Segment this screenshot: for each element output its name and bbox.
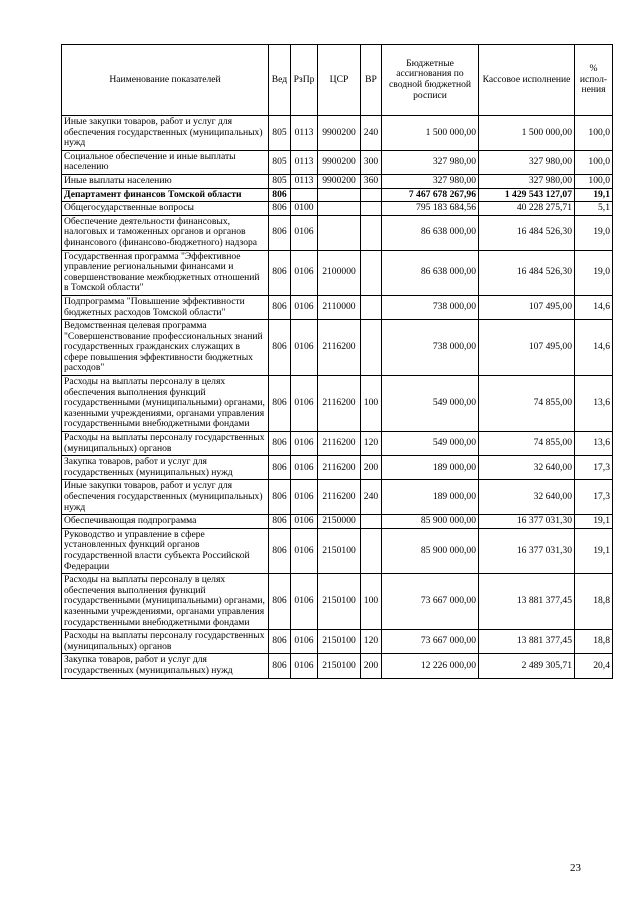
cell-name: Социальное обеспечение и иные выплаты населению: [62, 150, 269, 174]
cell-ved: 806: [269, 250, 291, 295]
cell-name: Расходы на выплаты персоналу в целях обеспечения выполнения функций государственными (муниципальными) органами, казенными учреждениями, органами управления государственными внебюджетными фондами: [62, 574, 269, 630]
cell-rzpr: 0100: [291, 202, 318, 216]
budget-execution-table: [61, 44, 613, 679]
cell-csr: 2150000: [318, 515, 361, 529]
cell-rzpr: 0106: [291, 215, 318, 250]
cell-rzpr: 0113: [291, 116, 318, 151]
header-rzpr: РзПр: [291, 45, 318, 116]
cell-cash-execution: 1 500 000,00: [479, 116, 575, 151]
cell-cash-execution: 107 495,00: [479, 295, 575, 319]
cell-assignments: 549 000,00: [382, 432, 479, 456]
cell-cash-execution: 327 980,00: [479, 150, 575, 174]
cell-percent: 100,0: [575, 174, 613, 188]
cell-percent: 18,8: [575, 574, 613, 630]
page-number: 23: [570, 862, 581, 874]
cell-ved: 806: [269, 574, 291, 630]
table-row: [62, 630, 613, 654]
cell-percent: 100,0: [575, 116, 613, 151]
table-header-row: [62, 45, 613, 116]
cell-name: Закупка товаров, работ и услуг для государственных (муниципальных) нужд: [62, 654, 269, 678]
cell-cash-execution: 13 881 377,45: [479, 574, 575, 630]
cell-rzpr: 0113: [291, 174, 318, 188]
cell-csr: 2116200: [318, 456, 361, 480]
cell-csr: 2116200: [318, 480, 361, 515]
cell-cash-execution: 1 429 543 127,07: [479, 188, 575, 202]
cell-assignments: 73 667 000,00: [382, 630, 479, 654]
cell-name: Иные закупки товаров, работ и услуг для обеспечения государственных (муниципальных) нужд: [62, 480, 269, 515]
cell-vr: [361, 250, 382, 295]
cell-assignments: 85 900 000,00: [382, 515, 479, 529]
cell-csr: 9900200: [318, 116, 361, 151]
cell-rzpr: 0106: [291, 528, 318, 573]
cell-ved: 805: [269, 174, 291, 188]
header-cash-execution: Кассовое исполнение: [479, 45, 575, 116]
cell-assignments: 189 000,00: [382, 480, 479, 515]
cell-csr: 2116200: [318, 376, 361, 432]
cell-name: Иные закупки товаров, работ и услуг для обеспечения государственных (муниципальных) нужд: [62, 116, 269, 151]
cell-percent: 13,6: [575, 376, 613, 432]
table-row: [62, 116, 613, 151]
cell-vr: 100: [361, 574, 382, 630]
cell-name: Обеспечивающая подпрограмма: [62, 515, 269, 529]
cell-name: Закупка товаров, работ и услуг для государственных (муниципальных) нужд: [62, 456, 269, 480]
cell-name: Ведомственная целевая программа "Совершенствование профессиональных знаний государственных гражданских служащих в сфере повышения эффективности бюджетных расходов": [62, 320, 269, 376]
table-row: [62, 174, 613, 188]
cell-cash-execution: 74 855,00: [479, 376, 575, 432]
cell-rzpr: 0106: [291, 654, 318, 678]
cell-assignments: 549 000,00: [382, 376, 479, 432]
cell-assignments: 738 000,00: [382, 320, 479, 376]
cell-ved: 806: [269, 630, 291, 654]
cell-vr: 120: [361, 630, 382, 654]
table-row: [62, 528, 613, 573]
cell-name: Департамент финансов Томской области: [62, 188, 269, 202]
cell-csr: [318, 202, 361, 216]
cell-name: Подпрограмма "Повышение эффективности бюджетных расходов Томской области": [62, 295, 269, 319]
table-row: [62, 215, 613, 250]
cell-cash-execution: 2 489 305,71: [479, 654, 575, 678]
cell-rzpr: 0113: [291, 150, 318, 174]
cell-percent: 100,0: [575, 150, 613, 174]
cell-rzpr: 0106: [291, 432, 318, 456]
cell-vr: 240: [361, 480, 382, 515]
cell-ved: 806: [269, 215, 291, 250]
cell-csr: 2100000: [318, 250, 361, 295]
cell-vr: 200: [361, 456, 382, 480]
cell-rzpr: 0106: [291, 320, 318, 376]
table-row: [62, 456, 613, 480]
cell-vr: [361, 515, 382, 529]
cell-rzpr: 0106: [291, 480, 318, 515]
cell-assignments: 73 667 000,00: [382, 574, 479, 630]
table-row: [62, 150, 613, 174]
header-vr: ВР: [361, 45, 382, 116]
cell-vr: [361, 202, 382, 216]
cell-name: Общегосударственные вопросы: [62, 202, 269, 216]
cell-percent: 5,1: [575, 202, 613, 216]
header-name: Наименование показателей: [62, 45, 269, 116]
cell-cash-execution: 107 495,00: [479, 320, 575, 376]
cell-name: Государственная программа "Эффективное управление региональными финансами и совершенствование межбюджетных отношений в Томской области": [62, 250, 269, 295]
cell-percent: 18,8: [575, 630, 613, 654]
cell-cash-execution: 74 855,00: [479, 432, 575, 456]
cell-ved: 806: [269, 202, 291, 216]
cell-assignments: 327 980,00: [382, 150, 479, 174]
cell-percent: 19,0: [575, 215, 613, 250]
cell-ved: 806: [269, 528, 291, 573]
table-row: [62, 376, 613, 432]
cell-ved: 806: [269, 515, 291, 529]
table-row: [62, 202, 613, 216]
cell-csr: 2116200: [318, 320, 361, 376]
table-row: [62, 295, 613, 319]
cell-ved: 806: [269, 320, 291, 376]
cell-name: Руководство и управление в сфере установленных функций органов государственной власти субъекта Российской Федерации: [62, 528, 269, 573]
cell-name: Иные выплаты населению: [62, 174, 269, 188]
header-assignments: Бюджетные ассигнования по сводной бюджетной росписи: [382, 45, 479, 116]
cell-assignments: 738 000,00: [382, 295, 479, 319]
cell-name: Обеспечение деятельности финансовых, налоговых и таможенных органов и органов финансового (финансово-бюджетного) надзора: [62, 215, 269, 250]
cell-csr: 2150100: [318, 654, 361, 678]
cell-percent: 14,6: [575, 320, 613, 376]
cell-vr: 240: [361, 116, 382, 151]
cell-ved: 805: [269, 116, 291, 151]
cell-name: Расходы на выплаты персоналу в целях обеспечения выполнения функций государственными (муниципальными) органами, казенными учреждениями, органами управления государственными внебюджетными фондами: [62, 376, 269, 432]
cell-rzpr: 0106: [291, 250, 318, 295]
cell-csr: 9900200: [318, 174, 361, 188]
cell-cash-execution: 16 484 526,30: [479, 250, 575, 295]
cell-assignments: 327 980,00: [382, 174, 479, 188]
cell-rzpr: 0106: [291, 295, 318, 319]
cell-vr: [361, 188, 382, 202]
cell-vr: 120: [361, 432, 382, 456]
cell-ved: 806: [269, 376, 291, 432]
cell-ved: 806: [269, 480, 291, 515]
cell-csr: 2110000: [318, 295, 361, 319]
cell-cash-execution: 16 377 031,30: [479, 528, 575, 573]
cell-vr: [361, 295, 382, 319]
cell-name: Расходы на выплаты персоналу государственных (муниципальных) органов: [62, 630, 269, 654]
cell-csr: 2150100: [318, 574, 361, 630]
cell-rzpr: [291, 188, 318, 202]
table-row: [62, 250, 613, 295]
cell-percent: 19,1: [575, 528, 613, 573]
cell-csr: 2116200: [318, 432, 361, 456]
cell-cash-execution: 16 377 031,30: [479, 515, 575, 529]
cell-cash-execution: 40 228 275,71: [479, 202, 575, 216]
cell-assignments: 85 900 000,00: [382, 528, 479, 573]
cell-ved: 805: [269, 150, 291, 174]
cell-assignments: 7 467 678 267,96: [382, 188, 479, 202]
cell-ved: 806: [269, 654, 291, 678]
cell-percent: 19,1: [575, 188, 613, 202]
cell-vr: 200: [361, 654, 382, 678]
cell-rzpr: 0106: [291, 376, 318, 432]
table-row: [62, 480, 613, 515]
cell-cash-execution: 13 881 377,45: [479, 630, 575, 654]
cell-percent: 17,3: [575, 480, 613, 515]
table-row: [62, 574, 613, 630]
cell-vr: 300: [361, 150, 382, 174]
cell-percent: 19,1: [575, 515, 613, 529]
cell-ved: 806: [269, 456, 291, 480]
cell-name: Расходы на выплаты персоналу государственных (муниципальных) органов: [62, 432, 269, 456]
cell-assignments: 86 638 000,00: [382, 250, 479, 295]
table-row: [62, 432, 613, 456]
cell-vr: 360: [361, 174, 382, 188]
cell-cash-execution: 32 640,00: [479, 480, 575, 515]
cell-percent: 14,6: [575, 295, 613, 319]
cell-rzpr: 0106: [291, 515, 318, 529]
cell-cash-execution: 32 640,00: [479, 456, 575, 480]
header-ved: Вед: [269, 45, 291, 116]
table-row: [62, 320, 613, 376]
header-csr: ЦСР: [318, 45, 361, 116]
cell-csr: 2150100: [318, 528, 361, 573]
cell-cash-execution: 327 980,00: [479, 174, 575, 188]
cell-vr: 100: [361, 376, 382, 432]
cell-vr: [361, 320, 382, 376]
cell-percent: 20,4: [575, 654, 613, 678]
cell-rzpr: 0106: [291, 574, 318, 630]
cell-assignments: 795 183 684,56: [382, 202, 479, 216]
cell-assignments: 12 226 000,00: [382, 654, 479, 678]
cell-csr: [318, 188, 361, 202]
table-row: [62, 515, 613, 529]
cell-rzpr: 0106: [291, 630, 318, 654]
cell-assignments: 1 500 000,00: [382, 116, 479, 151]
header-percent: % испол-нения: [575, 45, 613, 116]
cell-vr: [361, 528, 382, 573]
cell-ved: 806: [269, 188, 291, 202]
cell-assignments: 86 638 000,00: [382, 215, 479, 250]
cell-percent: 13,6: [575, 432, 613, 456]
cell-ved: 806: [269, 295, 291, 319]
cell-percent: 17,3: [575, 456, 613, 480]
cell-vr: [361, 215, 382, 250]
cell-cash-execution: 16 484 526,30: [479, 215, 575, 250]
cell-rzpr: 0106: [291, 456, 318, 480]
cell-ved: 806: [269, 432, 291, 456]
table-row: [62, 654, 613, 678]
cell-csr: [318, 215, 361, 250]
cell-percent: 19,0: [575, 250, 613, 295]
cell-csr: 2150100: [318, 630, 361, 654]
table-row: [62, 188, 613, 202]
cell-csr: 9900200: [318, 150, 361, 174]
cell-assignments: 189 000,00: [382, 456, 479, 480]
